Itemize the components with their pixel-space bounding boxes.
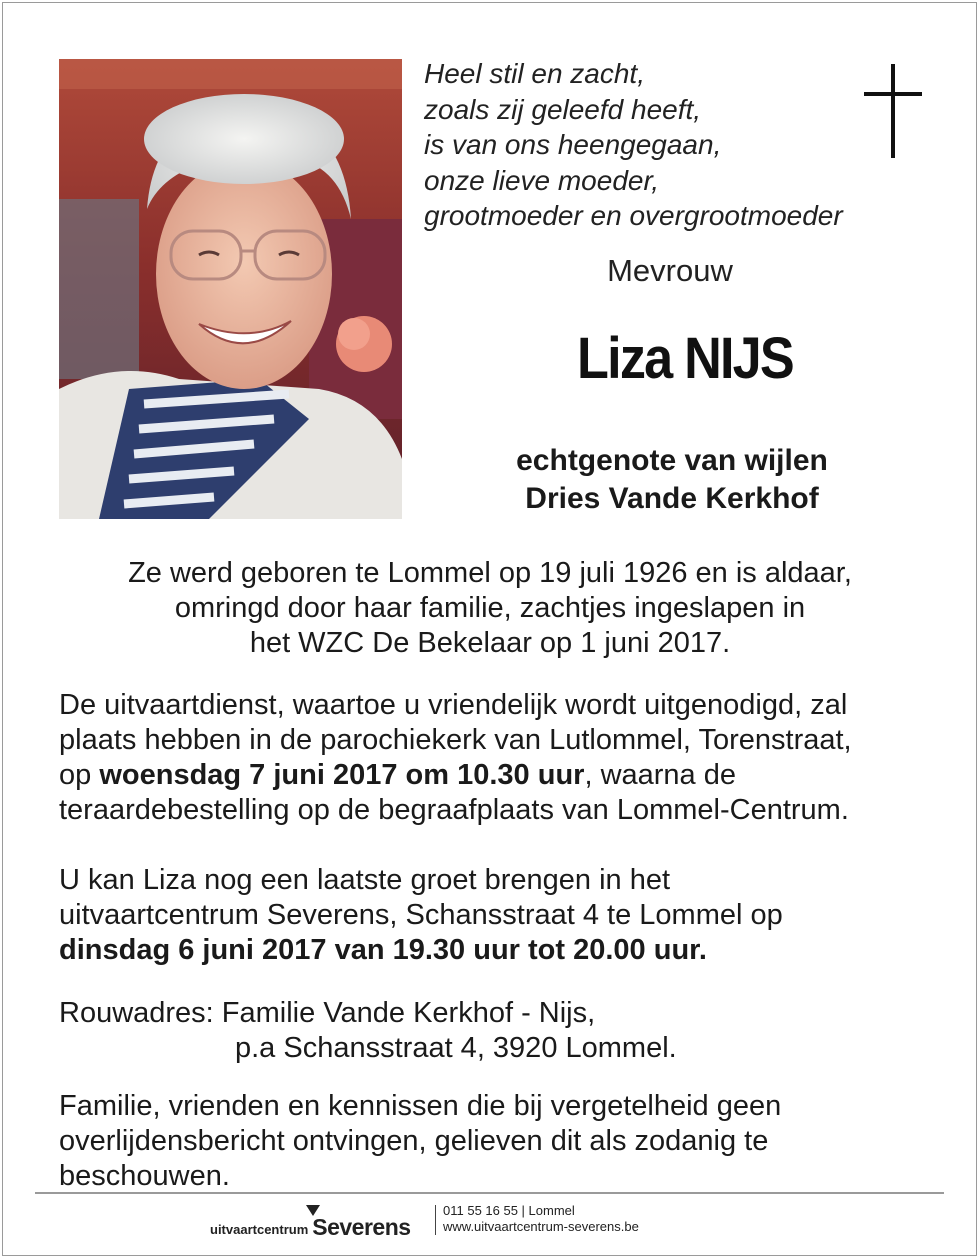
farewell-line: uitvaartcentrum Severens, Schansstraat 4 te Lommel op <box>59 899 783 931</box>
notice-line: overlijdensbericht ontvingen, gelieven dit als zodanig te <box>59 1125 769 1157</box>
poem-line: Heel stil en zacht, <box>424 58 645 89</box>
spouse-line: echtgenote van wijlen <box>516 444 828 477</box>
brand-name <box>312 1214 410 1241</box>
service-suffix: , waarna de <box>584 759 736 791</box>
brand-name-text: Severens <box>312 1214 411 1240</box>
mourning-address <box>59 996 939 1066</box>
notice-paragraph <box>59 1089 939 1194</box>
memorial-poem <box>424 56 843 234</box>
deceased-name: Liza NIJS <box>577 326 793 391</box>
address-line: Rouwadres: Familie Vande Kerkhof - Nijs, <box>59 997 596 1029</box>
notice-line: beschouwen. <box>59 1160 230 1192</box>
triangle-mark-icon <box>306 1205 320 1217</box>
honorific: Mevrouw <box>607 253 733 288</box>
portrait-illustration <box>59 59 402 519</box>
farewell-line <box>59 933 939 968</box>
birth-death-text <box>60 556 920 661</box>
farewell-line: U kan Liza nog een laatste groet brengen in het <box>59 864 671 896</box>
cross-icon <box>864 64 922 165</box>
footer-contact <box>443 1203 639 1235</box>
birth-line: omringd door haar familie, zachtjes ingeslapen in <box>174 592 806 624</box>
funeral-home-logo <box>210 1205 411 1241</box>
birth-line: het WZC De Bekelaar op 1 juni 2017. <box>249 627 731 659</box>
poem-line: grootmoeder en overgrootmoeder <box>424 200 843 231</box>
poem-line: is van ons heengegaan, <box>424 129 722 160</box>
birth-line: Ze werd geboren te Lommel op 19 juli 1926 en is aldaar, <box>128 557 852 589</box>
service-prefix: op <box>59 759 100 791</box>
funeral-service-paragraph <box>59 688 939 828</box>
footer-divider <box>35 1192 944 1194</box>
brand-prefix: uitvaartcentrum <box>210 1222 309 1237</box>
service-line <box>59 758 939 793</box>
footer-website[interactable]: www.uitvaartcentrum-severens.be <box>443 1219 639 1234</box>
farewell-paragraph <box>59 863 939 968</box>
notice-line: Familie, vrienden en kennissen die bij vergetelheid geen <box>59 1090 782 1122</box>
service-date: woensdag 7 juni 2017 om 10.30 uur <box>99 759 585 791</box>
address-line: p.a Schansstraat 4, 3920 Lommel. <box>235 1032 677 1064</box>
poem-line: zoals zij geleefd heeft, <box>424 93 702 125</box>
service-line: teraardebestelling op de begraafplaats van Lommel-Centrum. <box>59 794 849 826</box>
poem-line: onze lieve moeder, <box>424 164 660 196</box>
portrait-photo <box>59 59 402 519</box>
footer-separator <box>435 1205 436 1235</box>
spouse-info <box>432 442 912 518</box>
service-line: plaats hebben in de parochiekerk van Lutlommel, Torenstraat, <box>59 724 852 756</box>
farewell-date: dinsdag 6 juni 2017 van 19.30 uur tot 20.00 uur. <box>59 934 707 966</box>
footer-phone: 011 55 16 55 | Lommel <box>443 1203 575 1218</box>
spouse-line: Dries Vande Kerkhof <box>525 482 819 515</box>
service-line: De uitvaartdienst, waartoe u vriendelijk wordt uitgenodigd, zal <box>59 689 848 721</box>
